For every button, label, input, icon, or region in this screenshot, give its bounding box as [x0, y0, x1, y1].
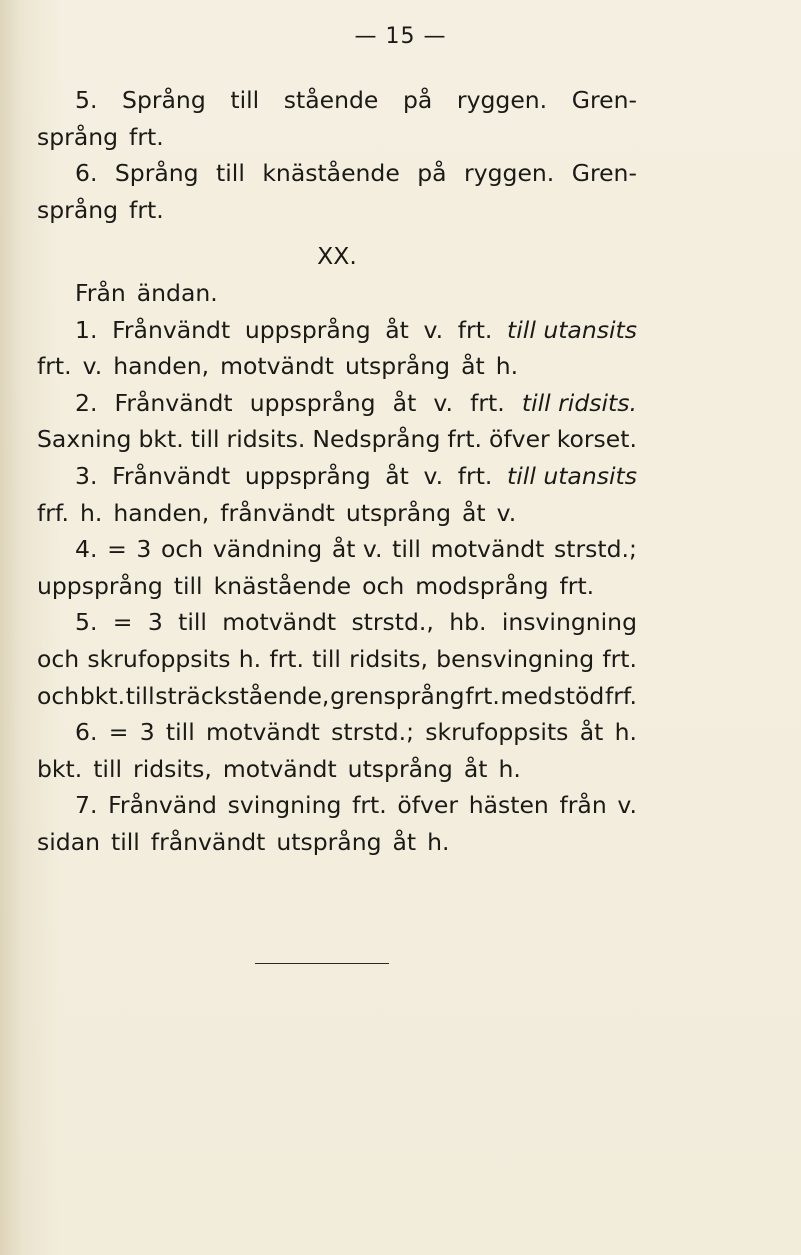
- word: till: [125, 681, 155, 710]
- text-line: [37, 678, 637, 715]
- word: v.: [433, 388, 453, 417]
- word: åt v.: [331, 535, 383, 564]
- word: 5.: [75, 86, 98, 114]
- word: ridsits,: [349, 644, 428, 673]
- text-line: [37, 604, 637, 641]
- word: språng: [37, 195, 119, 224]
- word: handen,: [113, 498, 210, 527]
- word: grensprång: [330, 681, 465, 710]
- section-end-rule: [255, 963, 389, 964]
- word: skrufoppsits: [425, 718, 569, 747]
- word: insvingning: [501, 608, 637, 637]
- word: h.: [614, 718, 637, 747]
- text-line: [37, 714, 637, 751]
- word: frt.: [465, 681, 500, 710]
- word: ridsits,: [133, 754, 212, 783]
- word: med: [500, 681, 553, 710]
- text-line: [37, 82, 637, 119]
- word: =: [107, 535, 127, 564]
- word: Gren-: [571, 86, 637, 114]
- text-line: [37, 787, 637, 824]
- word: uppsprång: [244, 461, 371, 490]
- word: ridsits.: [226, 425, 306, 454]
- word: åt: [385, 315, 409, 344]
- word: och: [37, 681, 80, 710]
- word: motvändt: [430, 535, 545, 564]
- body-text: [37, 82, 637, 860]
- word: XX.: [317, 242, 357, 271]
- word: Frånvänd: [108, 791, 217, 820]
- text-line: [37, 421, 637, 458]
- word: till: [392, 535, 421, 564]
- word: till: [110, 827, 140, 856]
- word: =: [108, 718, 129, 747]
- word: till: [216, 159, 245, 188]
- text-line: [37, 155, 637, 192]
- text-line: [37, 192, 637, 229]
- word: bkt.: [79, 681, 126, 710]
- word: modsprång: [415, 571, 549, 600]
- word: och: [161, 535, 204, 564]
- text-line: [37, 531, 637, 568]
- word: frt.: [37, 352, 72, 381]
- word: knästående: [262, 159, 400, 188]
- word: till: [190, 425, 220, 454]
- word: och: [362, 571, 405, 600]
- word: strstd.;: [554, 535, 637, 564]
- word: utsprång: [345, 498, 451, 527]
- word: språng: [37, 122, 119, 151]
- text-line: [37, 751, 637, 788]
- word: bensvingning: [436, 644, 595, 673]
- text-line: [37, 641, 637, 678]
- word: till ridsits.: [521, 388, 637, 417]
- word: uppsprång: [249, 388, 376, 417]
- word: h.: [79, 498, 103, 527]
- word: 6.: [75, 159, 98, 188]
- word: frf.: [604, 681, 637, 710]
- word: åt: [385, 461, 409, 490]
- word: handen,: [113, 352, 210, 381]
- word: 7.: [75, 791, 98, 820]
- word: 4.: [75, 535, 98, 564]
- word: 3: [147, 608, 163, 637]
- word: Nedsprång: [312, 425, 441, 454]
- word: strstd.,: [351, 608, 434, 637]
- word: motvändt: [222, 608, 337, 637]
- word: Från: [75, 278, 126, 307]
- word: frt.: [457, 315, 493, 344]
- word: sidan: [37, 827, 100, 856]
- word: 3: [139, 718, 155, 747]
- word: och: [37, 644, 80, 673]
- word: bkt.: [138, 425, 184, 454]
- word: öfver: [489, 425, 550, 454]
- word: hb.: [449, 608, 487, 637]
- word: frånvändt: [150, 827, 266, 856]
- word: frt.: [129, 195, 164, 224]
- word: Frånvändt: [114, 388, 233, 417]
- word: skrufoppsits: [87, 644, 231, 673]
- word: uppsprång: [244, 315, 371, 344]
- word: svingning: [227, 791, 342, 820]
- text-line: [37, 824, 637, 861]
- word: åt: [463, 754, 488, 783]
- word: frt.: [352, 791, 387, 820]
- word: till utansits: [507, 315, 637, 344]
- word: Språng: [114, 159, 199, 188]
- word: Frånvändt: [112, 315, 231, 344]
- word: vändning: [212, 535, 323, 564]
- word: till: [173, 571, 203, 600]
- word: frf.: [37, 498, 69, 527]
- word: till: [312, 644, 341, 673]
- word: åt: [392, 388, 417, 417]
- word: stående: [283, 86, 379, 114]
- word: 1.: [75, 315, 98, 344]
- word: frt.: [129, 122, 164, 151]
- word: från: [559, 791, 607, 820]
- word: Språng: [122, 86, 206, 114]
- word: frt.: [559, 571, 595, 600]
- word: h.: [495, 352, 519, 381]
- word: h.: [498, 754, 521, 783]
- word: v.: [496, 498, 517, 527]
- word: 5.: [75, 608, 98, 637]
- word: 6.: [75, 718, 98, 747]
- word: ryggen.: [464, 159, 555, 188]
- word: frånvändt: [220, 498, 335, 527]
- word: h.: [427, 827, 450, 856]
- word: strstd.;: [331, 718, 415, 747]
- word: till: [178, 608, 207, 637]
- word: korset.: [556, 425, 637, 454]
- word: Saxning: [37, 425, 132, 454]
- word: åt: [462, 498, 486, 527]
- word: Frånvändt: [112, 461, 231, 490]
- word: frt.: [269, 644, 304, 673]
- word: v.: [617, 791, 637, 820]
- word: v.: [82, 352, 103, 381]
- word: åt: [461, 352, 485, 381]
- word: frt.: [470, 388, 505, 417]
- word: till: [93, 754, 123, 783]
- word: åt: [392, 827, 417, 856]
- text-line: [37, 312, 637, 349]
- text-line: [37, 275, 637, 312]
- word: ändan.: [136, 278, 218, 307]
- word: 3.: [75, 461, 98, 490]
- word: åt: [579, 718, 604, 747]
- word: utsprång: [344, 352, 451, 381]
- word: på: [417, 159, 447, 188]
- word: motvändt: [206, 718, 320, 747]
- word: motvändt: [220, 352, 334, 381]
- word: ryggen.: [456, 86, 548, 114]
- word: stöd: [553, 681, 605, 710]
- word: 2.: [75, 388, 98, 417]
- text-line: [37, 568, 637, 605]
- text-line: [37, 119, 637, 156]
- text-line: [37, 495, 637, 532]
- word: knästående: [213, 571, 352, 600]
- word: på: [402, 86, 433, 114]
- word: 3: [136, 535, 152, 564]
- word: v.: [423, 315, 444, 344]
- word: hästen: [468, 791, 549, 820]
- section-heading: [37, 228, 637, 275]
- word: =: [112, 608, 133, 637]
- word: Gren-: [571, 159, 637, 188]
- word: till: [165, 718, 195, 747]
- word: frt.: [447, 425, 483, 454]
- word: bkt.: [37, 754, 83, 783]
- word: öfver: [397, 791, 459, 820]
- word: utsprång: [276, 827, 382, 856]
- text-line: [37, 348, 637, 385]
- text-line: [37, 385, 637, 422]
- word: till utansits: [507, 461, 637, 490]
- word: uppsprång: [37, 571, 163, 600]
- word: v.: [423, 461, 444, 490]
- word: frt.: [457, 461, 493, 490]
- word: utsprång: [347, 754, 453, 783]
- word: till: [230, 86, 260, 114]
- word: motvändt: [222, 754, 337, 783]
- text-line: [37, 458, 637, 495]
- word: sträckstående,: [155, 681, 330, 710]
- page-number: — 15 —: [354, 24, 447, 49]
- word: h.: [238, 644, 262, 673]
- word: frt.: [602, 644, 637, 673]
